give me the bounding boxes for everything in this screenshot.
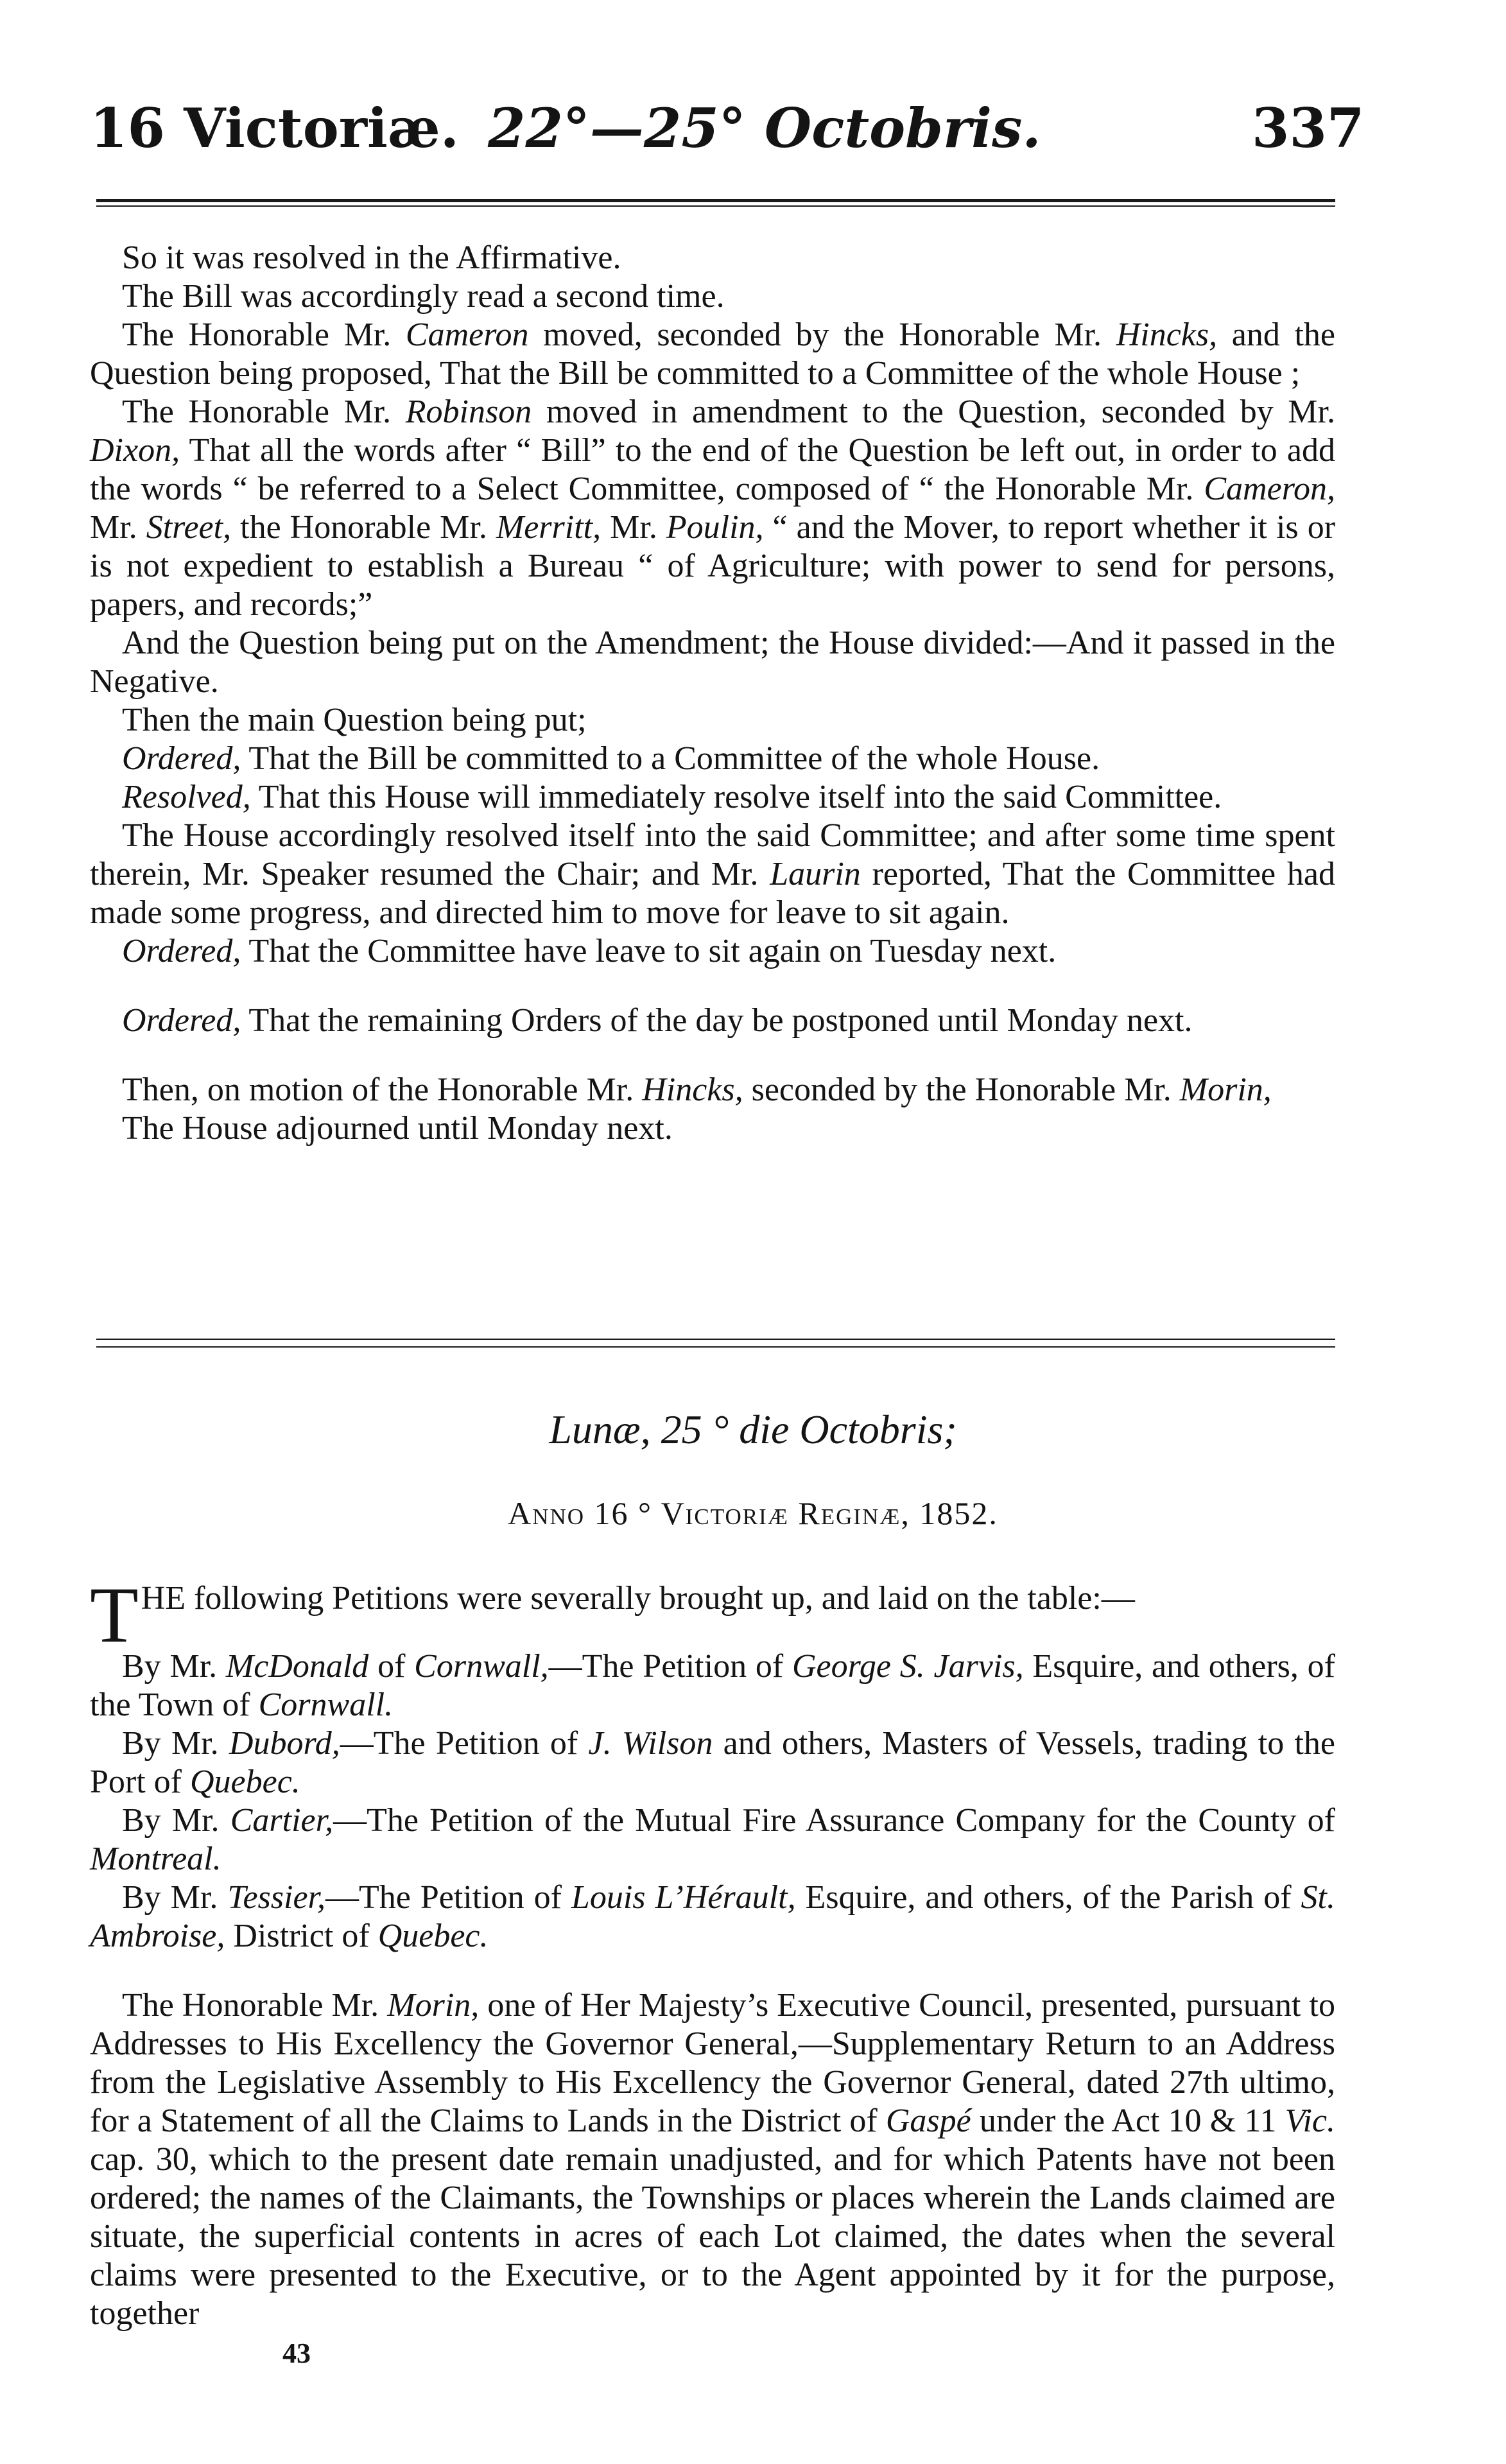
- running-header: [0, 96, 1506, 173]
- paragraph: So it was resolved in the Affirmative.: [122, 239, 621, 276]
- paragraph: By Mr. Dubord,—The Petition of J. Wilson and others, Masters of Vessels, trading to the Port of Quebec.: [90, 1725, 1336, 1800]
- paragraph: The Honorable Mr. Robinson moved in amendment to the Question, seconded by Mr. Dixon, That all the words after “ Bill” to the end of the Question be left out, in order to add the words “ be referred to a Select Committee, composed of “ the Honorable Mr. Cameron, Mr. Street, the Honorable Mr. Merritt, Mr. Poulin, “ and the Mover, to report whether it is or is not expedient to establish a Bureau “ of Agriculture; with power to send for persons, papers, and records;”: [90, 394, 1336, 623]
- header-rule-thin: [96, 205, 1335, 207]
- paragraph: The House accordingly resolved itself into the said Committee; and after some time spent therein, Mr. Speaker resumed the Chair; and Mr. Laurin reported, That the Committee had made some progress, and directed him to move for leave to sit again.: [90, 817, 1335, 931]
- header-date-range: 22°—25° Octobris.: [488, 96, 1041, 160]
- paragraph: By Mr. Cartier,—The Petition of the Mutual Fire Assurance Company for the County of Montreal.: [90, 1802, 1335, 1877]
- paragraph: Resolved, That this House will immediately resolve itself into the said Committee.: [122, 779, 1222, 815]
- paragraph: By Mr. Tessier,—The Petition of Louis L’Hérault, Esquire, and others, of the Parish of St. Ambroise, District of Quebec.: [90, 1879, 1335, 1954]
- paragraph: The House adjourned until Monday next.: [122, 1110, 673, 1147]
- page-number: 337: [1252, 96, 1365, 160]
- petitions-section: [90, 1571, 1336, 2333]
- paragraph: Ordered, That the remaining Orders of the day be postponed until Monday next.: [122, 1002, 1193, 1039]
- sitting-date-heading: Lunæ, 25 ° die Octobris;: [549, 1407, 957, 1452]
- paragraph: Then, on motion of the Honorable Mr. Hincks, seconded by the Honorable Mr. Morin,: [122, 1071, 1272, 1108]
- signature-mark: 43: [282, 2338, 311, 2369]
- drop-cap: T: [90, 1571, 139, 1659]
- header-rule: [96, 199, 1335, 202]
- paragraph: Ordered, That the Bill be committed to a Committee of the whole House.: [122, 740, 1100, 777]
- header-regnal-year: 16 Victoriæ.: [90, 96, 460, 160]
- paragraph: Ordered, That the Committee have leave to sit again on Tuesday next.: [122, 933, 1057, 969]
- paragraph: The Honorable Mr. Cameron moved, seconded by the Honorable Mr. Hincks, and the Question being proposed, That the Bill be committed to a Committee of the whole House ;: [90, 317, 1335, 392]
- paragraph: The Honorable Mr. Morin, one of Her Majesty’s Executive Council, presented, pursuant to Addresses to His Excellency the Governor General,—Supplementary Return to an Address from the Legislative Assembly to His Excellency the Governor General, dated 27th ultimo, for a Statement of all the Claims to Lands in the District of Gaspé under the Act 10 & 11 Vic. cap. 30, which to the present date remain unadjusted, and for which Patents have not been ordered; the names of the Claimants, the Townships or places wherein the Lands claimed are situate, the superficial contents in acres of each Lot claimed, the dates when the several claims were presented to the Executive, or to the Agent appointed by it for the purpose, together: [90, 1987, 1336, 2332]
- paragraph: Then the main Question being put;: [122, 702, 587, 738]
- paragraph: The Bill was accordingly read a second time.: [122, 278, 725, 315]
- paragraph: And the Question being put on the Amendment; the House divided:—And it passed in the Negative.: [90, 625, 1335, 700]
- paragraph: By Mr. McDonald of Cornwall,—The Petition of George S. Jarvis, Esquire, and others, of the Town of Cornwall.: [90, 1648, 1335, 1723]
- section-divider-rule: [96, 1346, 1335, 1348]
- regnal-year-heading: Anno 16 ° Victoriæ Reginæ, 1852.: [508, 1495, 998, 1531]
- proceedings-section: [90, 239, 1335, 1148]
- paragraph: THE following Petitions were severally brought up, and laid on the table:—: [90, 1571, 1135, 1659]
- section-divider-rule: [96, 1339, 1335, 1340]
